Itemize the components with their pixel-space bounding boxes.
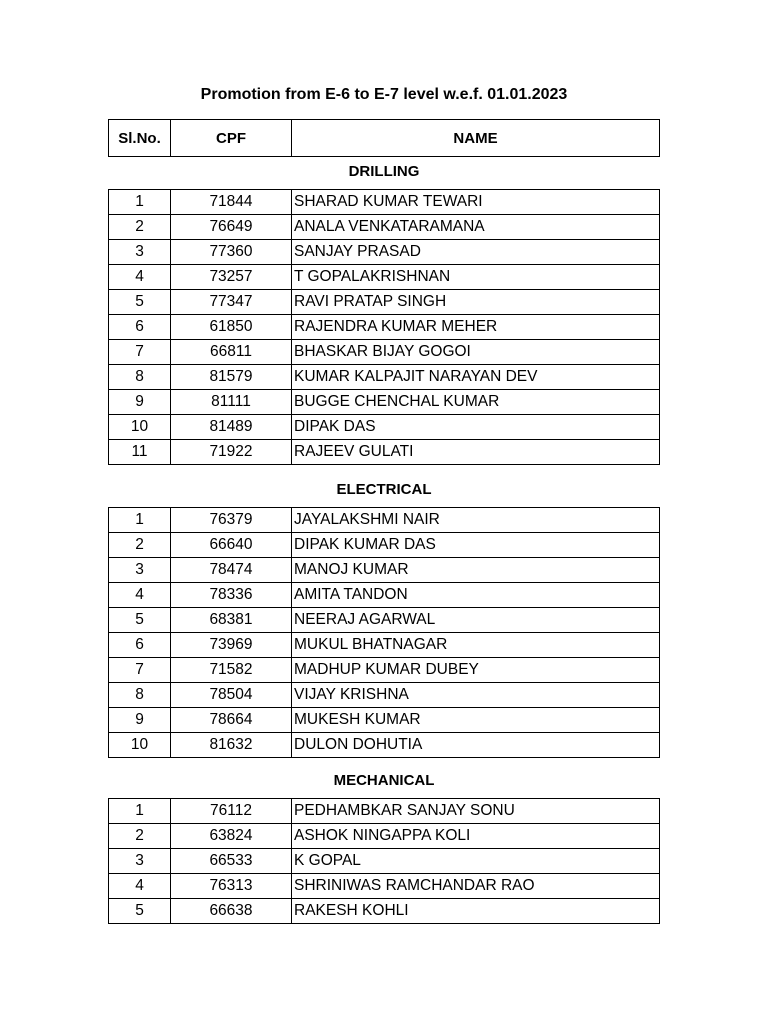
table-row: [109, 633, 660, 658]
sl-no-cell: 11: [109, 440, 171, 465]
cpf-cell: 76649: [171, 215, 292, 240]
cpf-cell: 77347: [171, 290, 292, 315]
table-row: [109, 583, 660, 608]
name-cell: BHASKAR BIJAY GOGOI: [292, 340, 660, 365]
table-row: [109, 365, 660, 390]
name-cell: MUKESH KUMAR: [292, 708, 660, 733]
name-cell: NEERAJ AGARWAL: [292, 608, 660, 633]
electrical-table: [108, 507, 660, 758]
table-row: [109, 508, 660, 533]
sl-no-cell: 10: [109, 415, 171, 440]
name-cell: BUGGE CHENCHAL KUMAR: [292, 390, 660, 415]
sl-no-cell: 7: [109, 658, 171, 683]
table-row: [109, 215, 660, 240]
cpf-cell: 73969: [171, 633, 292, 658]
name-cell: T GOPALAKRISHNAN: [292, 265, 660, 290]
name-cell: RAVI PRATAP SINGH: [292, 290, 660, 315]
sl-no-cell: 9: [109, 390, 171, 415]
table-row: [109, 190, 660, 215]
sl-no-cell: 3: [109, 849, 171, 874]
table-row: [109, 849, 660, 874]
cpf-cell: 81579: [171, 365, 292, 390]
name-cell: PEDHAMBKAR SANJAY SONU: [292, 799, 660, 824]
mechanical-table: [108, 798, 660, 924]
name-cell: ASHOK NINGAPPA KOLI: [292, 824, 660, 849]
name-cell: KUMAR KALPAJIT NARAYAN DEV: [292, 365, 660, 390]
name-cell: AMITA TANDON: [292, 583, 660, 608]
cpf-cell: 71844: [171, 190, 292, 215]
cpf-cell: 71922: [171, 440, 292, 465]
sl-no-cell: 2: [109, 533, 171, 558]
cpf-cell: 81632: [171, 733, 292, 758]
page-title: Promotion from E-6 to E-7 level w.e.f. 01.01.2023: [200, 86, 568, 103]
name-cell: SHARAD KUMAR TEWARI: [292, 190, 660, 215]
sl-no-cell: 7: [109, 340, 171, 365]
sl-no-cell: 5: [109, 899, 171, 924]
section-title-drilling: DRILLING: [348, 163, 420, 180]
cpf-cell: 76313: [171, 874, 292, 899]
sl-no-cell: 5: [109, 608, 171, 633]
cpf-cell: 78474: [171, 558, 292, 583]
sl-no-cell: 5: [109, 290, 171, 315]
name-cell: SHRINIWAS RAMCHANDAR RAO: [292, 874, 660, 899]
table-row: [109, 733, 660, 758]
table-row: [109, 265, 660, 290]
table-row: [109, 658, 660, 683]
section-title-mechanical: MECHANICAL: [333, 772, 435, 789]
name-cell: MUKUL BHATNAGAR: [292, 633, 660, 658]
table-row: [109, 683, 660, 708]
cpf-cell: 76112: [171, 799, 292, 824]
cpf-cell: 66533: [171, 849, 292, 874]
cpf-cell: 78664: [171, 708, 292, 733]
name-cell: SANJAY PRASAD: [292, 240, 660, 265]
sl-no-cell: 1: [109, 508, 171, 533]
table-row: [109, 608, 660, 633]
name-cell: DIPAK DAS: [292, 415, 660, 440]
name-cell: VIJAY KRISHNA: [292, 683, 660, 708]
cpf-cell: 63824: [171, 824, 292, 849]
table-row: [109, 899, 660, 924]
sl-no-cell: 1: [109, 190, 171, 215]
cpf-cell: 73257: [171, 265, 292, 290]
cpf-cell: 81111: [171, 390, 292, 415]
table-row: [109, 824, 660, 849]
name-cell: K GOPAL: [292, 849, 660, 874]
cpf-cell: 78336: [171, 583, 292, 608]
table-row: [109, 533, 660, 558]
header-name: NAME: [292, 120, 660, 157]
sl-no-cell: 9: [109, 708, 171, 733]
name-cell: DIPAK KUMAR DAS: [292, 533, 660, 558]
table-row: [109, 340, 660, 365]
name-cell: MADHUP KUMAR DUBEY: [292, 658, 660, 683]
cpf-cell: 76379: [171, 508, 292, 533]
name-cell: JAYALAKSHMI NAIR: [292, 508, 660, 533]
sl-no-cell: 3: [109, 558, 171, 583]
header-sl-no: Sl.No.: [109, 120, 171, 157]
table-row: [109, 415, 660, 440]
section-title-electrical: ELECTRICAL: [336, 481, 432, 498]
name-cell: MANOJ KUMAR: [292, 558, 660, 583]
name-cell: DULON DOHUTIA: [292, 733, 660, 758]
cpf-cell: 78504: [171, 683, 292, 708]
cpf-cell: 66811: [171, 340, 292, 365]
cpf-cell: 77360: [171, 240, 292, 265]
cpf-cell: 68381: [171, 608, 292, 633]
table-row: [109, 440, 660, 465]
sl-no-cell: 6: [109, 315, 171, 340]
sl-no-cell: 4: [109, 874, 171, 899]
name-cell: ANALA VENKATARAMANA: [292, 215, 660, 240]
sl-no-cell: 1: [109, 799, 171, 824]
cpf-cell: 66638: [171, 899, 292, 924]
sl-no-cell: 4: [109, 583, 171, 608]
header-row: [109, 120, 660, 157]
table-row: [109, 240, 660, 265]
sl-no-cell: 2: [109, 215, 171, 240]
sl-no-cell: 3: [109, 240, 171, 265]
table-row: [109, 315, 660, 340]
table-row: [109, 558, 660, 583]
table-row: [109, 799, 660, 824]
sl-no-cell: 4: [109, 265, 171, 290]
sl-no-cell: 10: [109, 733, 171, 758]
table-row: [109, 290, 660, 315]
cpf-cell: 61850: [171, 315, 292, 340]
table-row: [109, 708, 660, 733]
name-cell: RAKESH KOHLI: [292, 899, 660, 924]
sl-no-cell: 8: [109, 365, 171, 390]
sl-no-cell: 6: [109, 633, 171, 658]
table-row: [109, 874, 660, 899]
table-row: [109, 390, 660, 415]
cpf-cell: 81489: [171, 415, 292, 440]
cpf-cell: 66640: [171, 533, 292, 558]
column-header-table: [108, 119, 660, 157]
sl-no-cell: 8: [109, 683, 171, 708]
sl-no-cell: 2: [109, 824, 171, 849]
name-cell: RAJEEV GULATI: [292, 440, 660, 465]
header-cpf: CPF: [171, 120, 292, 157]
name-cell: RAJENDRA KUMAR MEHER: [292, 315, 660, 340]
drilling-table: [108, 189, 660, 465]
cpf-cell: 71582: [171, 658, 292, 683]
